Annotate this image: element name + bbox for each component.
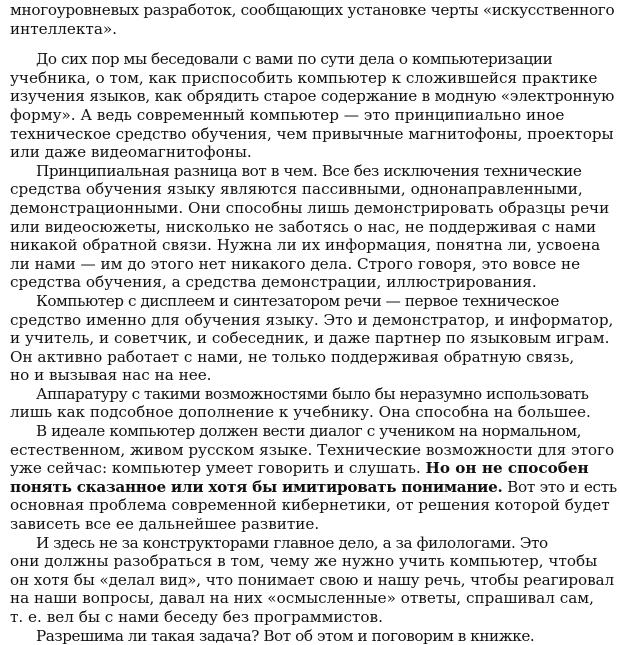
text-line: Он активно работает с нами, не только поддерживая обратную связь, <box>10 347 575 366</box>
text-line: он хотя бы «делал вид», что понимает свою и нашу речь, чтобы реагировал <box>10 570 614 589</box>
text-line: на наши вопросы, давал на них «осмысленные» ответы, спрашивал сам, <box>10 589 594 608</box>
paragraph-gap <box>10 38 614 50</box>
text-line: и учитель, и советчик, и собеседник, и даже партнер по языковым играм. <box>10 329 610 348</box>
text-line: В идеале компьютер должен вести диалог с учеником на нормальном, <box>36 422 582 441</box>
text-line: или видеосюжеты, нисколько не заботясь о нас, не поддерживая с нами <box>10 217 597 236</box>
text-line-mixed <box>10 459 614 478</box>
text-line: никакой обратной связи. Нужна ли их информация, понятна ли, усвоена <box>10 236 601 255</box>
text-line: или даже видеомагнитофоны. <box>10 143 252 162</box>
text-line: Разрешима ли такая задача? Вот об этом и поговорим в книжке. <box>36 626 535 645</box>
text-line: зависеть все ее дальнейшее развитие. <box>10 515 320 534</box>
text-line: средства обучения, а средства демонстрации, иллюстрирования. <box>10 273 537 292</box>
bold-emphasis: понять сказанное или хотя бы имитировать понимание. <box>10 477 503 496</box>
text-line: И здесь не за конструкторами главное дело, а за филологами. Это <box>36 533 548 552</box>
text-line: многоуровневых разработок, сообщающих установке черты «искусственного <box>10 1 615 19</box>
text-line: ли нами — им до этого нет никакого дела. Строго говоря, это вовсе не <box>10 254 581 273</box>
text-line: форму». А ведь современный компьютер — это принципиально иное <box>10 105 565 124</box>
bold-emphasis: Но он не способен <box>425 459 589 478</box>
text-run: Вот это и есть <box>507 477 617 496</box>
text-line: Компьютер с дисплеем и синтезатором речи — первое техническое <box>36 291 559 310</box>
text-line: демонстрационными. Они способны лишь демонстрировать образцы речи <box>10 198 610 217</box>
text-line: Принципиальная разница вот в чем. Все без исключения технические <box>36 161 582 180</box>
text-line: т. е. вел бы с нами беседу без программистов. <box>10 608 383 626</box>
text-line: они должны разобраться в том, чему же нужно учить компьютер, чтобы <box>10 552 598 571</box>
text-line: изучения языков, как обрядить старое содержание в модную «электронную <box>10 87 615 106</box>
text-run: уже сейчас: компьютер умеет говорить и слушать. <box>10 459 421 478</box>
text-line: техническое средство обучения, чем привычные магнитофоны, проекторы <box>10 124 614 143</box>
text-line: До сих пор мы беседовали с вами по сути дела о компьютеризации <box>36 50 553 69</box>
page-text <box>10 1 617 645</box>
text-line: средства обучения языку являются пассивными, однонаправленными, <box>10 180 583 199</box>
text-line: Аппаратуру с такими возможностями было бы неразумно использовать <box>36 384 589 403</box>
text-line: основная проблема современной кибернетики, от решения которой будет <box>10 496 610 515</box>
text-line: учебника, о том, как приспособить компьютер к сложившейся практике <box>10 68 598 87</box>
text-line: интеллекта». <box>10 19 117 38</box>
text-line: но и вызывая нас на нее. <box>10 366 212 385</box>
text-line: лишь как подсобное дополнение к учебнику. Она способна на большее. <box>10 403 591 422</box>
text-line: средство именно для обучения языку. Это и демонстратор, и информатор, <box>10 310 614 329</box>
text-line: естественном, живом русском языке. Технические возможности для этого <box>10 440 615 459</box>
text-line-mixed <box>10 477 617 497</box>
